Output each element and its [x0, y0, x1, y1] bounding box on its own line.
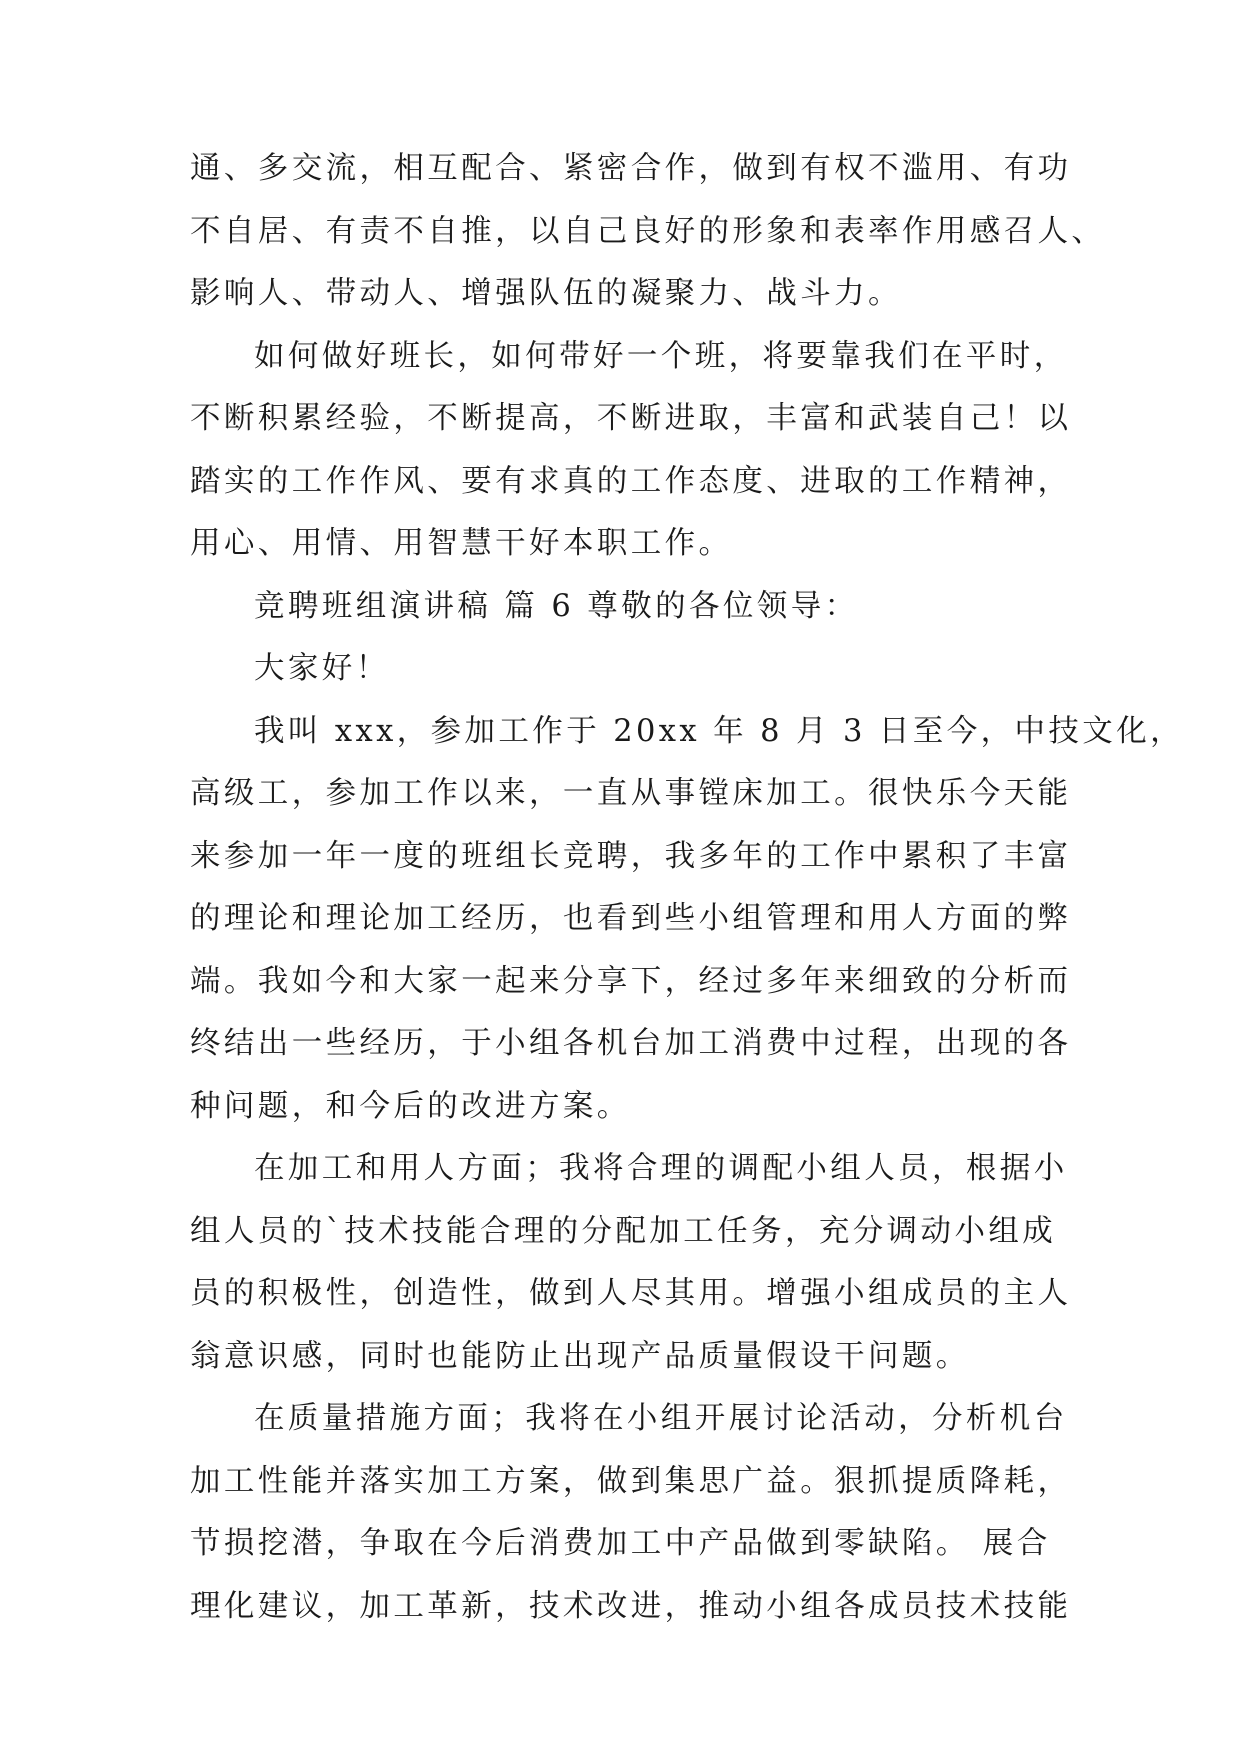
text-line: 终结出一些经历，于小组各机台加工消费中过程，出现的各 — [190, 1026, 1072, 1061]
text-line: 端。我如今和大家一起来分享下，经过多年来细致的分析而 — [190, 964, 1072, 999]
text-line: 高级工，参加工作以来，一直从事镗床加工。很快乐今天能 — [190, 776, 1072, 811]
text-line: 不断积累经验，不断提高，不断进取，丰富和武装自己！以 — [190, 401, 1072, 436]
heading-line: 竞聘班组演讲稿 篇 6 尊敬的各位领导： — [254, 589, 859, 624]
text-line: 我叫 xxx，参加工作于 20xx 年 8 月 3 日至今，中技文化， — [254, 714, 1184, 749]
text-line: 组人员的`技术技能合理的分配加工任务，充分调动小组成 — [190, 1214, 1057, 1249]
text-line: 如何做好班长，如何带好一个班，将要靠我们在平时， — [254, 339, 1068, 374]
text-line: 影响人、带动人、增强队伍的凝聚力、战斗力。 — [190, 276, 902, 311]
text-line: 加工性能并落实加工方案，做到集思广益。狠抓提质降耗， — [190, 1464, 1072, 1499]
text-line: 通、多交流，相互配合、紧密合作，做到有权不滥用、有功 — [190, 151, 1072, 186]
text-line: 员的积极性，创造性，做到人尽其用。增强小组成员的主人 — [190, 1276, 1072, 1311]
text-line: 翁意识感，同时也能防止出现产品质量假设干问题。 — [190, 1339, 970, 1374]
text-line: 节损挖潜，争取在今后消费加工中产品做到零缺陷。 展合 — [190, 1526, 1051, 1561]
text-line: 用心、用情、用智慧干好本职工作。 — [190, 526, 733, 561]
text-line: 在加工和用人方面；我将合理的调配小组人员，根据小 — [254, 1151, 1068, 1186]
text-line: 的理论和理论加工经历，也看到些小组管理和用人方面的弊 — [190, 901, 1072, 936]
text-line: 来参加一年一度的班组长竞聘，我多年的工作中累积了丰富 — [190, 839, 1072, 874]
greeting-line: 大家好！ — [254, 651, 390, 686]
text-line: 理化建议，加工革新，技术改进，推动小组各成员技术技能 — [190, 1589, 1072, 1624]
text-line: 种问题，和今后的改进方案。 — [190, 1089, 631, 1124]
text-line: 不自居、有责不自推，以自己良好的形象和表率作用感召人、 — [190, 214, 1106, 249]
text-line: 在质量措施方面；我将在小组开展讨论活动，分析机台 — [254, 1401, 1068, 1436]
text-line: 踏实的工作作风、要有求真的工作态度、进取的工作精神， — [190, 464, 1072, 499]
